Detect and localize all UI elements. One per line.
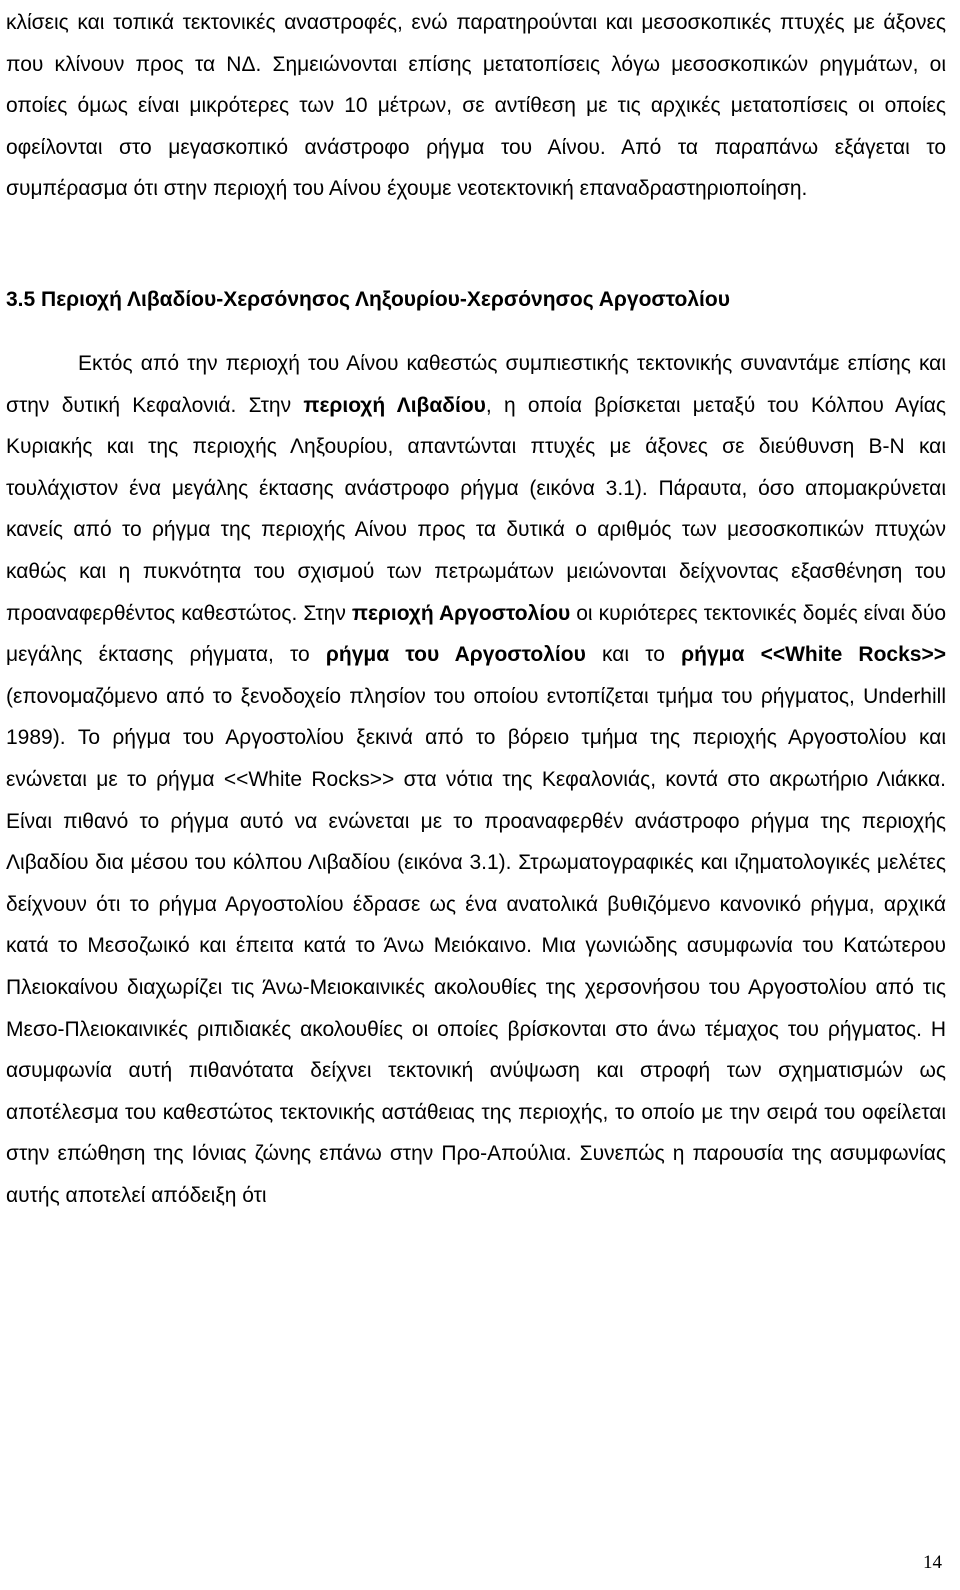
page-number: 14: [923, 1552, 942, 1573]
bold-term: ρήγμα του Αργοστολίου: [325, 643, 586, 667]
text-run: και το: [585, 643, 682, 667]
bold-term: ρήγμα <<White Rocks>>: [681, 643, 946, 667]
text-run: οι κυριότερες τεκτονικές δομές είναι δύο μεγάλης έκτασης ρήγματα, το: [6, 601, 946, 667]
text-run: (επονομαζόμενο από το ξενοδοχείο πλησίον του οποίου εντοπίζεται τμήμα του ρήγματος, Underhill 1989). Το ρήγμα του Αργοστολίου ξεκινά από το βόρειο τμήμα της περιοχής Αργοστολίου και ενώνεται με το ρήγμα <<White Rocks>> στα νότια της Κεφαλονιάς, κοντά στο ακρωτήριο Λιάκκα. Είναι πιθανό το ρήγμα αυτό να ενώνεται με το προαναφερθέν ανάστροφο ρήγμα της περιοχής Λιβαδίου δια μέσου του κόλπου Λιβαδίου (εικόνα 3.1). Στρωματογραφικές και ιζηματολογικές μελέτες δείχνουν ότι το ρήγμα Αργοστολίου έδρασε ως ένα ανατολικά βυθιζόμενο κανονικό ρήγμα, αρχικά κατά το Μεσοζωικό και έπειτα κατά το Άνω Μειόκαινο. Μια γωνιώδης ασυμφωνία του Κατώτερου Πλειοκαίνου διαχωρίζει τις Άνω-Μειοκαινικές ακολουθίες της χερσονήσου του Αργοστολίου από τις Μεσο-Πλειοκαινικές ριπιδιακές ακολουθίες οι οποίες βρίσκονται στο άνω τέμαχος του ρήγματος. Η ασυμφωνία αυτή πιθανότατα δείχνει τεκτονική ανύψωση και στροφή των σχηματισμών ως αποτέλεσμα του καθεστώτος τεκτονικής αστάθειας της περιοχής, το οποίο με την σειρά του οφείλεται στην επώθηση της Ιόνιας ζώνης επάνω στην Προ-Απούλια. Συνεπώς η παρουσία της ασυμφωνίας αυτής αποτελεί απόδειξη ότι: [6, 684, 946, 1207]
bold-term: περιοχή Αργοστολίου: [351, 601, 571, 625]
bold-term: περιοχή Λιβαδίου: [303, 393, 486, 417]
text-run: Εκτός από την περιοχή του Αίνου καθεστώς συμπιεστικής τεκτονικής συναντάμε επίσης και στην δυτική Κεφαλονιά. Στην: [6, 352, 946, 417]
paragraph: [6, 343, 946, 1216]
paragraph: κλίσεις και τοπικά τεκτονικές αναστροφές, ενώ παρατηρούνται και μεσοσκοπικές πτυχές με άξονες που κλίνουν προς τα ΝΔ. Σημειώνονται επίσης μετατοπίσεις λόγω μεσοσκοπικών ρηγμάτων, οι οποίες όμως είναι μικρότερες των 10 μέτρων, σε αντίθεση με τις αρχικές μετατοπίσεις οι οποίες οφείλονται στο μεγασκοπικό ανάστροφο ρήγμα του Αίνου. Από τα παραπάνω εξάγεται το συμπέρασμα ότι στην περιοχή του Αίνου έχουμε νεοτεκτονική επαναδραστηριοποίηση.: [6, 11, 946, 201]
section-heading: 3.5 Περιοχή Λιβαδίου-Χερσόνησος Ληξουρίου-Χερσόνησος Αργοστολίου: [6, 288, 730, 311]
text-run: , η οποία βρίσκεται μεταξύ του Κόλπου Αγίας Κυριακής και της περιοχής Ληξουρίου, απαντώνται πτυχές με άξονες σε διεύθυνση Β-Ν και τουλάχιστον ένα μεγάλης έκτασης ανάστροφο ρήγμα (εικόνα 3.1). Πάραυτα, όσο απομακρύνεται κανείς από το ρήγμα της περιοχής Αίνου προς τα δυτικά ο αριθμός των μεσοσκοπικών πτυχών καθώς και η πυκνότητα του σχισμού των πετρωμάτων μειώνονται δείχνοντας εξασθένηση του προαναφερθέντος καθεστώτος. Στην: [6, 393, 946, 625]
